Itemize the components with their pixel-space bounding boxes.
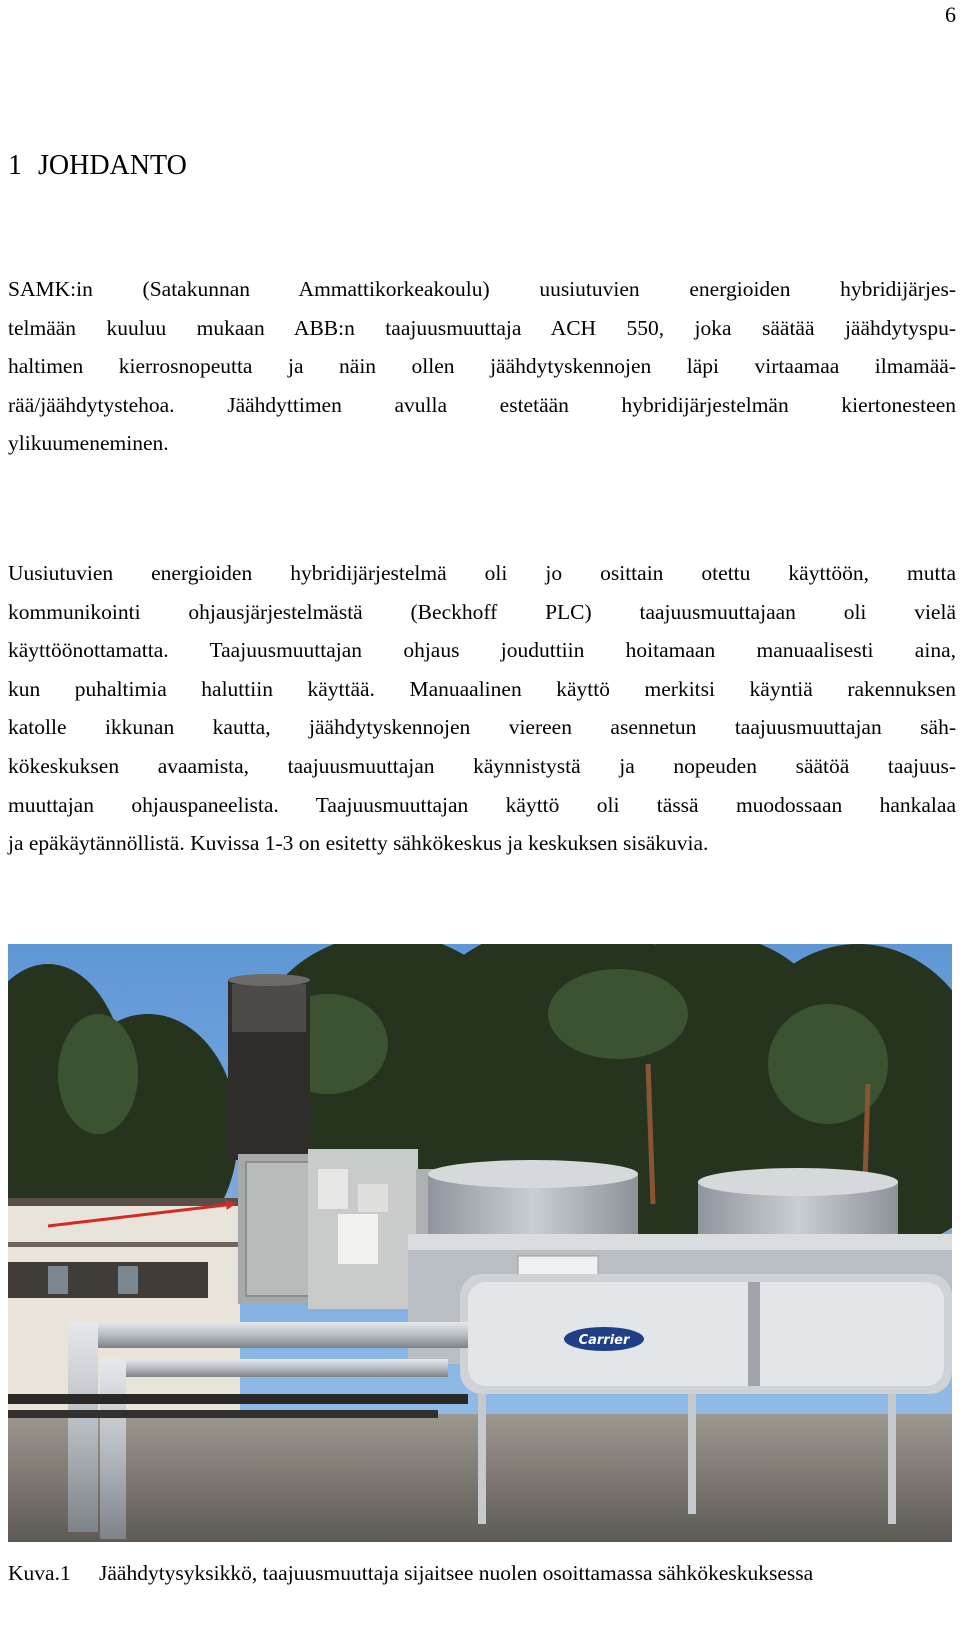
paragraph-line: ylikuumeneminen.	[8, 431, 169, 456]
paragraph-line: käyttöönottamatta. Taajuusmuuttajan ohjaus jouduttiin hoitamaan manuaalisesti aina,	[8, 638, 956, 663]
paragraph-line: kökeskuksen avaamista, taajuusmuuttajan käynnistystä ja nopeuden säätöä taajuus-	[8, 753, 956, 778]
chapter-heading	[8, 150, 187, 182]
figure-photo	[8, 944, 952, 1542]
paragraph-line: ja epäkäytännöllistä. Kuvissa 1-3 on esitetty sähkökeskus ja keskuksen sisäkuvia.	[8, 831, 709, 856]
carrier-logo-text: Carrier	[578, 1333, 630, 1348]
condenser-body	[408, 1234, 952, 1394]
paragraph-background	[8, 554, 956, 863]
chapter-number: 1	[8, 150, 22, 181]
caption-text: Jäähdytysyksikkö, taajuusmuuttaja sijaitsee nuolen osoittamassa sähkökeskuksessa	[99, 1561, 814, 1585]
paragraph-line: kommunikointi ohjausjärjestelmästä (Beckhoff PLC) taajuusmuuttajaan oli vielä	[8, 599, 956, 624]
paragraph-intro	[8, 270, 956, 463]
paragraph-line: telmään kuuluu mukaan ABB:n taajuusmuuttaja ACH 550, joka säätää jäähdytyspu-	[8, 315, 956, 340]
paragraph-line: kun puhaltimia haluttiin käyttää. Manuaalinen käyttö merkitsi käyntiä rakennuksen	[8, 676, 956, 701]
caption-label: Kuva.1	[8, 1561, 71, 1585]
page-number: 6	[945, 2, 956, 27]
paragraph-line: Uusiutuvien energioiden hybridijärjestelmä oli jo osittain otettu käyttöön, mutta	[8, 561, 956, 585]
paragraph-line: haltimen kierrosnopeutta ja näin ollen jäähdytyskennojen läpi virtaamaa ilmamää-	[8, 354, 956, 379]
paragraph-line: katolle ikkunan kautta, jäähdytyskennojen viereen asennetun taajuusmuuttajan säh-	[8, 715, 956, 740]
paragraph-line: SAMK:in (Satakunnan Ammattikorkeakoulu) uusiutuvien energioiden hybridijärjes-	[8, 277, 956, 301]
paragraph-line: rää/jäähdytystehoa. Jäähdyttimen avulla estetään hybridijärjestelmän kiertonesteen	[8, 392, 956, 417]
chimney	[228, 974, 310, 1160]
paragraph-line: muuttajan ohjauspaneelista. Taajuusmuuttajan käyttö oli tässä muodossaan hankalaa	[8, 792, 956, 817]
chapter-title: JOHDANTO	[38, 150, 187, 181]
carrier-logo	[564, 1327, 644, 1351]
